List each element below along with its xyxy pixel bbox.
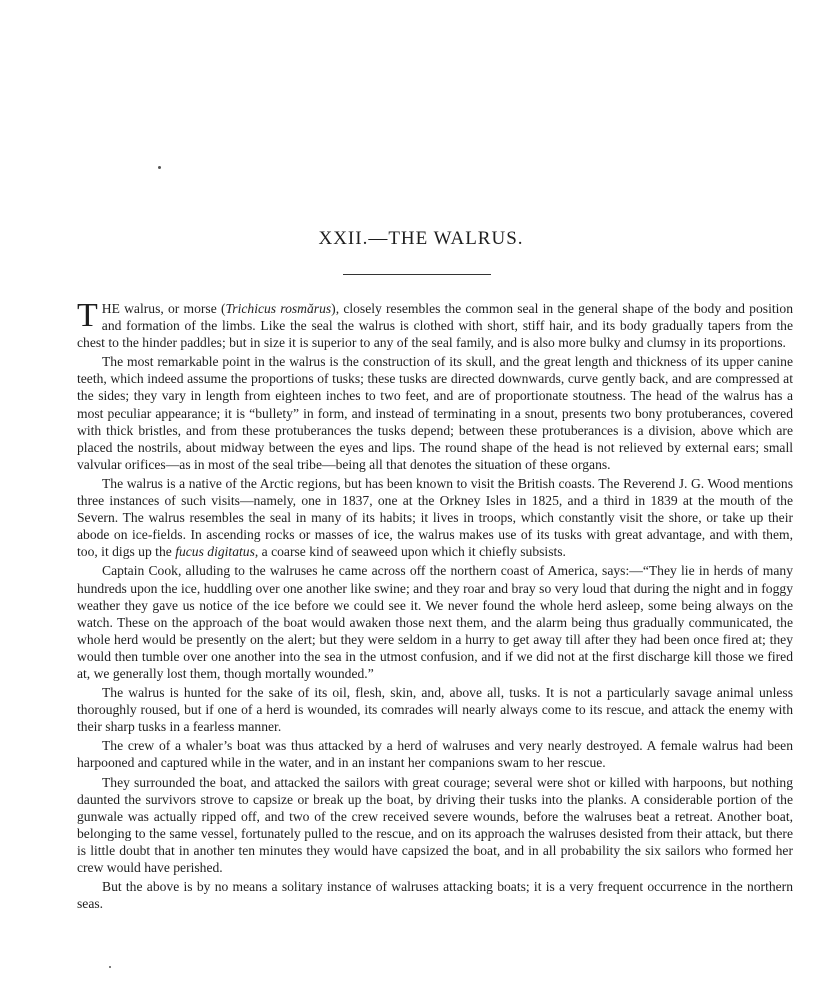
text-run: The walrus is a native of the Arctic regions, but has been known to visit the British coasts. The Reverend J. G. Wood mentions three instances of such visits—namely, one in 1837, one at the Orkney Isles in 1825, and a third in 1839 at the mouth of the Severn. The walrus resembles the seal in many of its habits; it lives in troops, which constantly visit the shore, or take up their abode on ice-fields. In ascending rocks or masses of ice, the walrus makes use of its tusks with great advantage, and with them, too, it digs up the xyxy=(77,475,793,560)
italic-text: Trichicus rosmărus xyxy=(225,301,332,316)
paragraph xyxy=(77,737,793,771)
drop-cap: T xyxy=(77,297,98,334)
text-run: HE walrus, or morse ( xyxy=(101,301,226,316)
text-run: They surrounded the boat, and attacked the sailors with great courage; several were shot or killed with harpoons, but nothing daunted the survivors strove to capsize or break up the boat, by driving their tusks into the planks. A considerable portion of the gunwale was actually ripped off, and two of the crew received severe wounds, before the walruses beat a retreat. Another boat, belonging to the same vessel, fortunately pulled to the rescue, and on its approach the walruses desisted from their attack, but there is little doubt that in another ten minutes they would have capsized the boat, and in all probability the six sailors who formed her crew would have perished. xyxy=(77,774,793,875)
page-speck xyxy=(109,966,111,968)
italic-text: fucus digitatus xyxy=(175,544,255,560)
paragraph xyxy=(77,684,793,735)
paragraph xyxy=(77,562,793,682)
text-run: Captain Cook, alluding to the walruses he came across off the northern coast of America, says:—“They lie in herds of many hundreds upon the ice, huddling over one another like swine; and they roar and bray so very loud that during the night and in foggy weather they gave us notice of the ice before we could see it. We never found the whole herd asleep, some being always on the watch. These on the approach of the boat would awaken those next them, and the alarm being thus gradually communicated, the whole herd would be presently on the alert; but they were seldom in a hurry to get away till after they had been once fired at; they would then tumble over one another into the sea in the utmost confusion, and if we did not at the first discharge kill those we fired at, we generally lost them, though mortally wounded.” xyxy=(77,563,793,681)
page-speck xyxy=(158,166,161,169)
title-rule xyxy=(343,274,491,275)
paragraph xyxy=(77,878,793,912)
paragraph xyxy=(77,297,793,351)
text-run: The most remarkable point in the walrus is the construction of its skull, and the great length and thickness of its upper canine teeth, which indeed assume the proportions of tusks; these tusks are directed downwards, curve gently back, and are compressed at the sides; they vary in length from eighteen inches to two feet, and are of proportionate stoutness. The head of the walrus has a most peculiar appearance; it is “bullety” in form, and instead of terminating in a snout, presents two bony protuberances, covered with thick bristles, and from these protuberances the tusks depend; between these protuberances is a division, above which are placed the nostrils, about midway between the eyes and lips. The round shape of the head is not relieved by external ears; small valvular orifices—as in most of the seal tribe—being all that denotes the situation of these organs. xyxy=(77,354,793,472)
text-run: ), closely resembles the common seal in the general shape of the body and position and formation of the limbs. Like the seal the walrus is clothed with short, stiff hair, and its body gradually tapers from the chest to the hinder paddles; but in size it is superior to any of the seal family, and is also more bulky and clumsy in its proportions. xyxy=(77,301,793,351)
body-text xyxy=(77,297,793,914)
chapter-title: XXII.—THE WALRUS. xyxy=(318,228,524,249)
text-run: , a coarse kind of seaweed upon which it chiefly subsists. xyxy=(254,544,566,560)
text-run: But the above is by no means a solitary instance of walruses attacking boats; it is a very frequent occurrence in the northern seas. xyxy=(77,879,793,912)
paragraph xyxy=(77,353,793,473)
paragraph xyxy=(77,774,793,877)
text-run: The crew of a whaler’s boat was thus attacked by a herd of walruses and very nearly destroyed. A female walrus had been harpooned and captured while in the water, and in an instant her companions swam to her rescue. xyxy=(77,738,793,771)
text-run: The walrus is hunted for the sake of its oil, flesh, skin, and, above all, tusks. It is not a particularly savage animal unless thoroughly roused, but if one of a herd is wounded, its comrades will nearly always come to its rescue, and attack the enemy with their sharp tusks in a fearless manner. xyxy=(77,685,793,735)
paragraph xyxy=(77,475,793,560)
